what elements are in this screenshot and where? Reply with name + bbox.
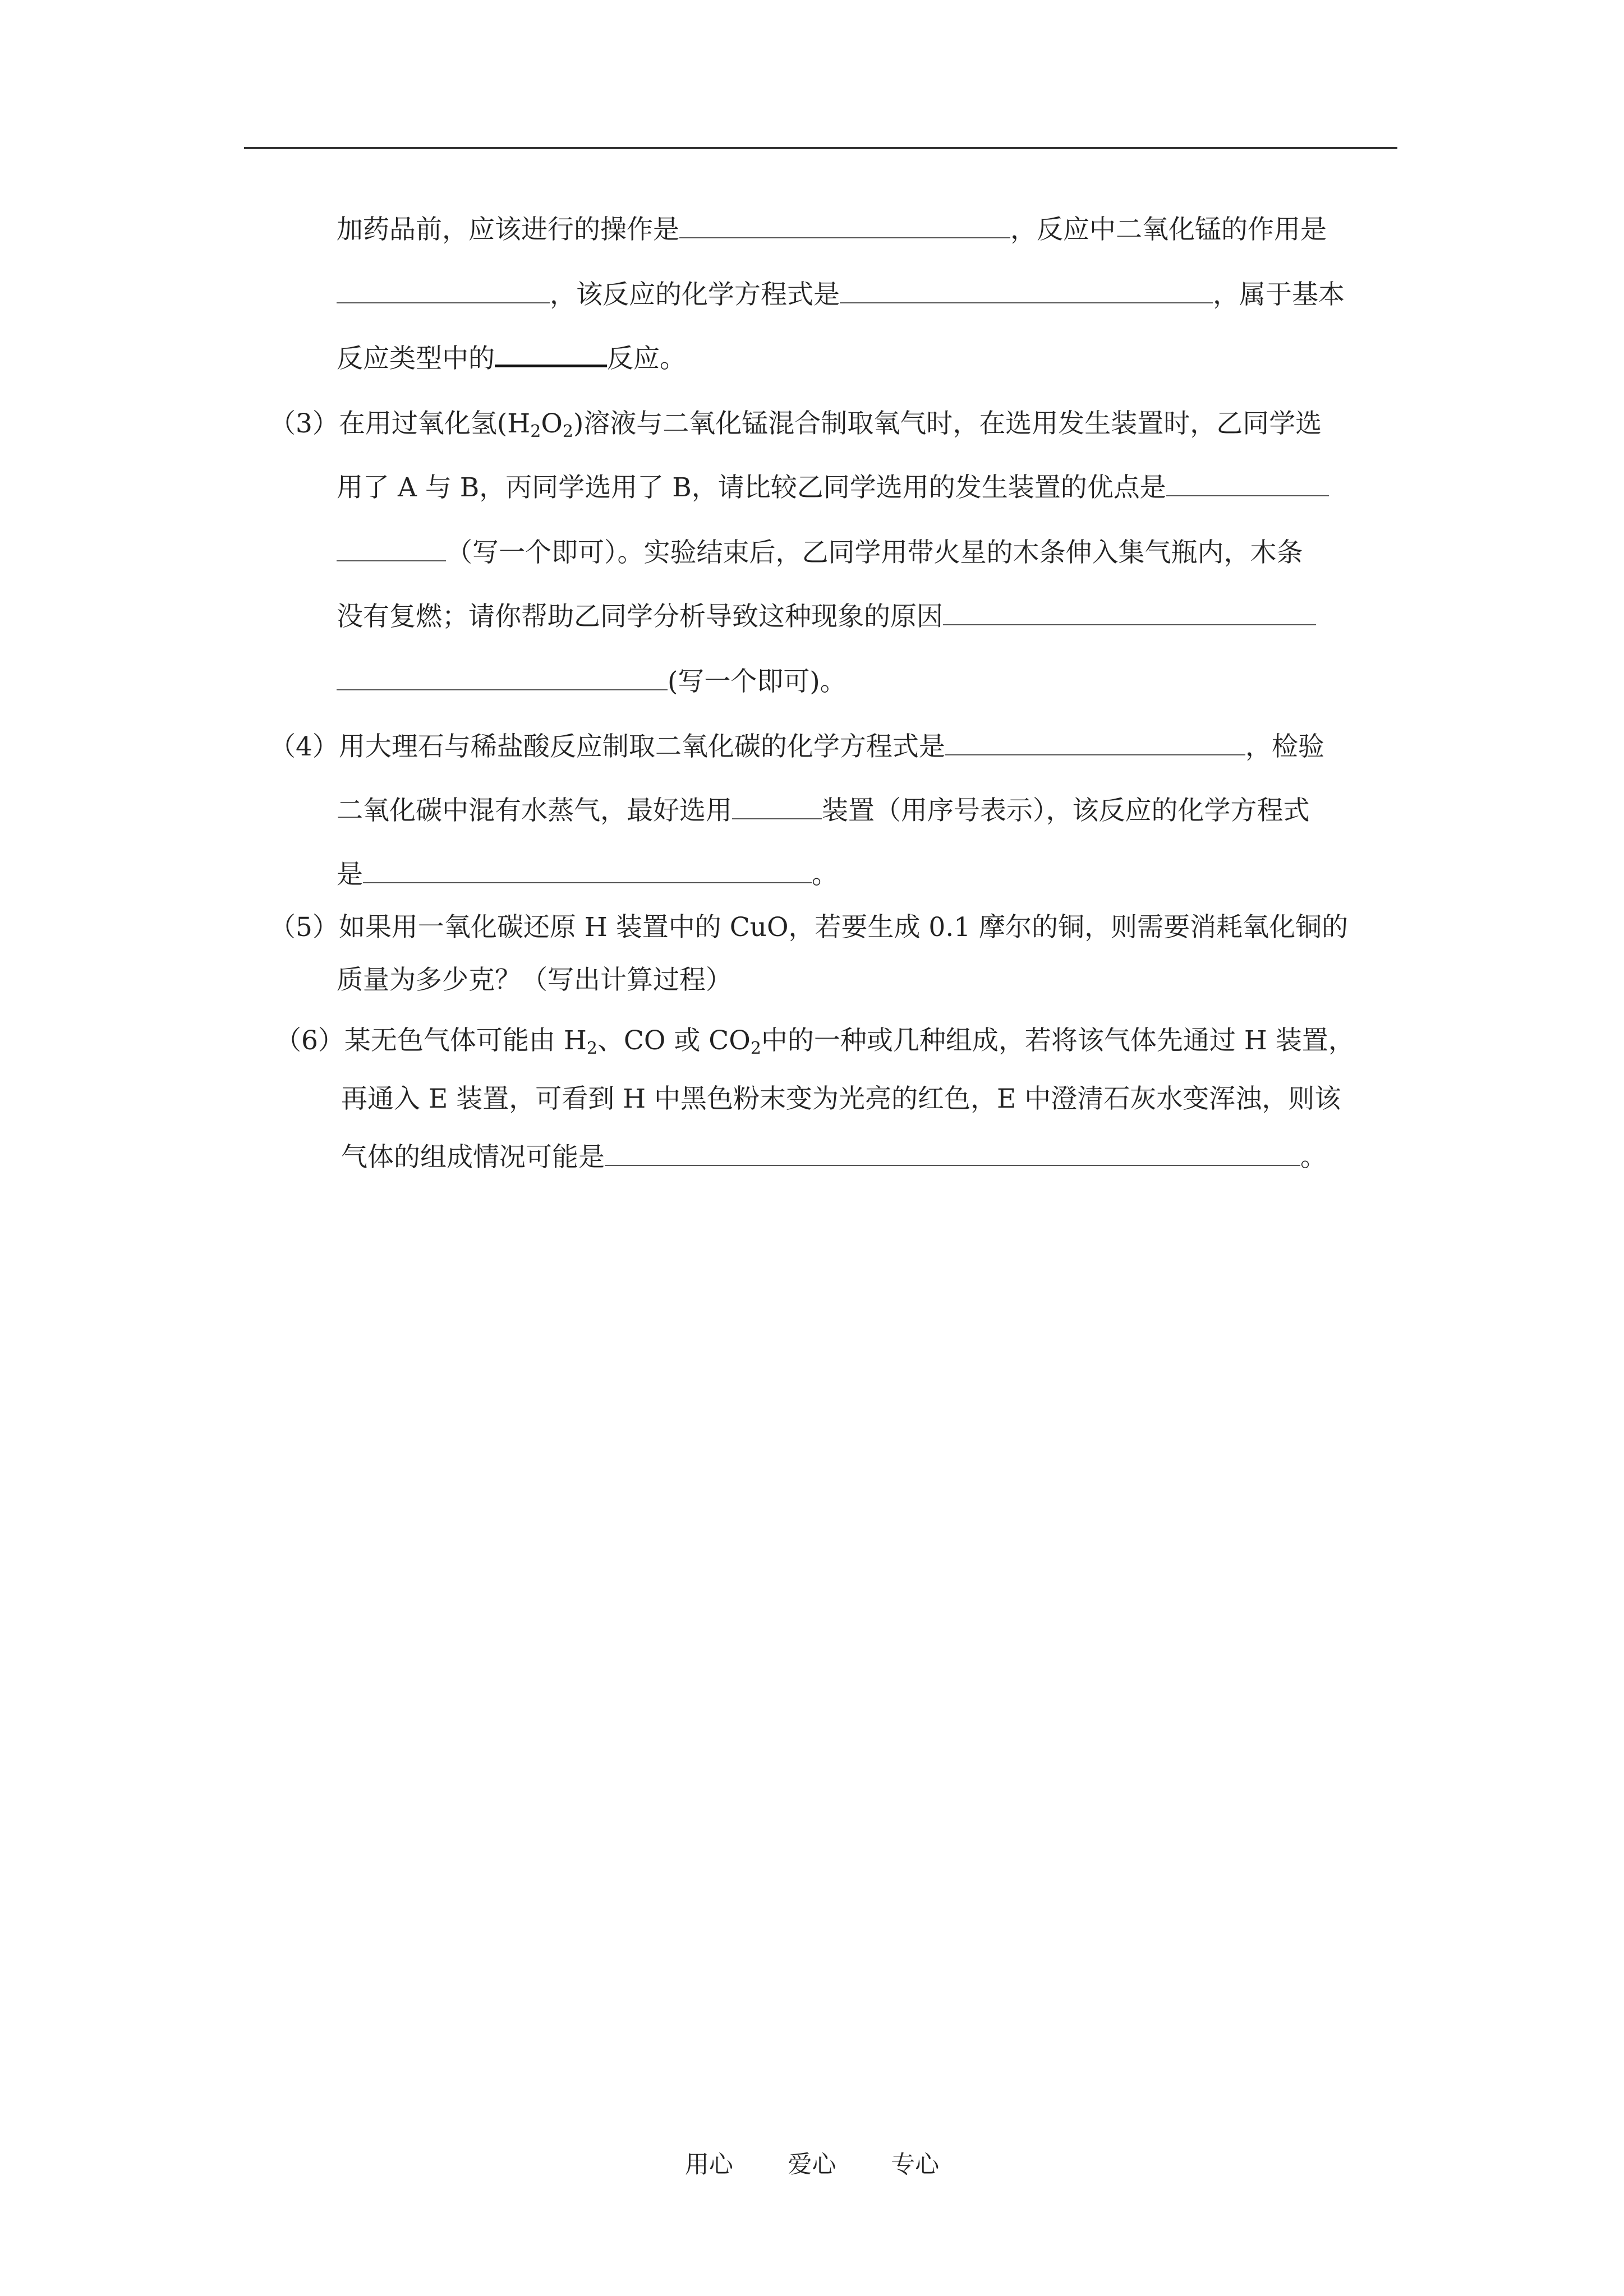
q6-line-3 — [341, 1141, 1327, 1174]
q4-text: 。 — [812, 859, 838, 890]
q3-text: 用了 A 与 B，丙同学选用了 B，请比较乙同学选用的发生装置的优点是 — [337, 472, 1166, 503]
subscript: 2 — [586, 1039, 597, 1058]
q4-line-1 — [269, 730, 1324, 764]
q2-line-1 — [337, 213, 1327, 247]
answer-blank[interactable] — [337, 280, 550, 303]
answer-blank[interactable] — [363, 860, 812, 883]
q4-text: 是 — [337, 859, 363, 890]
answer-blank[interactable] — [605, 1142, 1300, 1166]
q2-text: ，该反应的化学方程式是 — [550, 279, 840, 310]
q2-line-2 — [337, 278, 1345, 312]
q4-line-2 — [337, 794, 1310, 828]
q3-line-5 — [337, 665, 846, 699]
q2-line-3 — [337, 342, 686, 376]
q6-text: 某无色气体可能由 H — [344, 1025, 587, 1056]
answer-blank[interactable] — [337, 538, 446, 561]
q5-text: 质量为多少克？（写出计算过程） — [337, 965, 732, 995]
answer-blank[interactable] — [840, 280, 1213, 303]
q3-line-4 — [337, 600, 1316, 634]
q2-text: 反应类型中的 — [337, 343, 495, 374]
subscript: 2 — [530, 422, 541, 441]
q2-text: ，属于基本 — [1213, 279, 1345, 310]
q3-text: O — [541, 408, 563, 439]
q2-text: 加药品前，应该进行的操作是 — [337, 214, 679, 245]
answer-blank[interactable] — [1166, 473, 1329, 496]
q3-text: 在用过氧化氢(H — [338, 408, 531, 439]
q5-text: 如果用一氧化碳还原 H 装置中的 CuO，若要生成 0.1 摩尔的铜，则需要消耗氧化铜的 — [338, 912, 1349, 943]
footer-word: 用心 — [684, 2151, 733, 2179]
q3-text: (写一个即可)。 — [668, 666, 846, 697]
q3-line-1 — [269, 407, 1322, 441]
page-footer — [0, 2148, 1624, 2182]
subscript: 2 — [750, 1039, 761, 1058]
answer-blank[interactable] — [679, 215, 1010, 238]
subscript: 2 — [562, 422, 573, 441]
footer-word: 爱心 — [788, 2151, 836, 2179]
q6-text: 再通入 E 装置，可看到 H 中黑色粉末变为光亮的红色，E 中澄清石灰水变浑浊，则该 — [341, 1084, 1341, 1114]
question-number: （5） — [269, 912, 339, 943]
header-rule — [244, 147, 1397, 149]
q5-line-1 — [269, 911, 1348, 944]
footer-word: 专心 — [891, 2151, 940, 2179]
question-number: （3） — [269, 408, 339, 439]
q2-text: 反应。 — [607, 343, 686, 374]
q6-text: 、CO 或 CO — [597, 1025, 751, 1056]
answer-blank[interactable] — [943, 602, 1316, 625]
q4-text: ，检验 — [1245, 731, 1324, 762]
q4-text: 用大理石与稀盐酸反应制取二氧化碳的化学方程式是 — [338, 731, 945, 762]
q5-line-2 — [337, 963, 732, 997]
q3-line-2 — [337, 471, 1329, 505]
q2-text: ，反应中二氧化锰的作用是 — [1010, 214, 1327, 245]
answer-blank[interactable] — [945, 732, 1245, 755]
q6-text: 中的一种或几种组成，若将该气体先通过 H 装置， — [761, 1025, 1355, 1056]
q6-line-1 — [275, 1024, 1355, 1058]
q6-text: 气体的组成情况可能是 — [341, 1142, 605, 1173]
q4-text: 二氧化碳中混有水蒸气，最好选用 — [337, 795, 732, 826]
q6-line-2 — [341, 1082, 1341, 1116]
q3-text: )溶液与二氧化锰混合制取氧气时，在选用发生装置时，乙同学选 — [573, 408, 1322, 439]
q3-text: 没有复燃；请你帮助乙同学分析导致这种现象的原因 — [337, 601, 943, 632]
answer-blank[interactable] — [732, 796, 822, 819]
q6-text: 。 — [1300, 1142, 1327, 1173]
answer-blank[interactable] — [495, 342, 607, 367]
q4-line-3 — [337, 858, 838, 892]
question-number: （6） — [275, 1025, 344, 1056]
q4-text: 装置（用序号表示），该反应的化学方程式 — [822, 795, 1310, 826]
answer-blank[interactable] — [337, 667, 668, 690]
q3-text: （写一个即可）。实验结束后，乙同学用带火星的木条伸入集气瓶内，木条 — [446, 537, 1303, 568]
q3-line-3 — [337, 536, 1303, 570]
question-number: （4） — [269, 731, 339, 762]
